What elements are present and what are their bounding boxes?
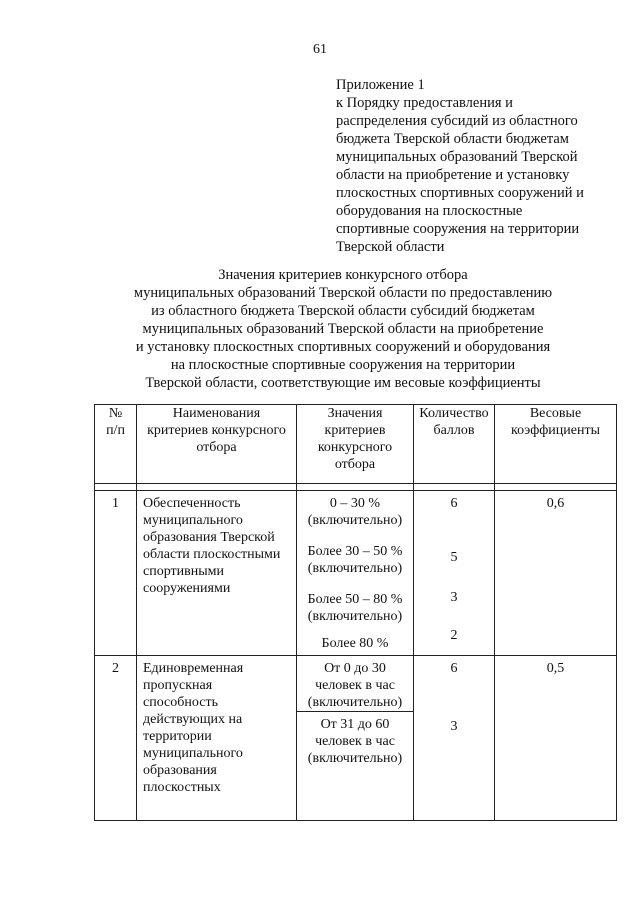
value-text: От 31 до 60: [320, 717, 390, 732]
header-text: критериев конкурсного: [147, 423, 286, 438]
header-text: №: [108, 406, 123, 421]
criterion-weight: 0,5: [495, 656, 617, 821]
points-value: 6: [450, 496, 458, 511]
criterion-name-line: действующих на: [143, 712, 243, 727]
title-line: и установку плоскостных спортивных сооружений и оборудования: [135, 339, 551, 355]
header-text: Количество: [419, 406, 489, 421]
document-title: [0, 266, 640, 392]
value-item: [297, 539, 413, 587]
value-item: [297, 656, 414, 712]
title-line: Тверской области, соответствующие им весовые коэффициенты: [145, 375, 541, 391]
value-text: Более 30 – 50 %: [307, 544, 403, 559]
table-row: [95, 656, 617, 712]
title-line: Значения критериев конкурсного отбора: [218, 267, 468, 283]
header-text: коэффициенты: [511, 423, 600, 438]
header-text: отбора: [196, 440, 237, 455]
criterion-name-line: Обеспеченность: [143, 496, 241, 511]
appendix-line: плоскостных спортивных сооружений и: [336, 185, 584, 201]
value-text: (включительно): [307, 609, 403, 624]
criterion-name-line: Единовременная: [143, 661, 244, 676]
header-values: [297, 405, 414, 484]
points-value: 2: [450, 628, 458, 643]
appendix-line: спортивные сооружения на территории: [336, 221, 580, 237]
header-text: Наименования: [172, 406, 261, 421]
header-text: Весовые: [529, 406, 582, 421]
table-row: [95, 491, 617, 656]
points-value: 3: [450, 719, 458, 734]
title-line: муниципальных образований Тверской области на приобретение: [142, 321, 544, 337]
appendix-line: распределения субсидий из областного: [336, 113, 578, 129]
appendix-line: области на приобретение и установку: [336, 167, 570, 183]
criterion-name: [137, 491, 297, 656]
spacer-row: [95, 484, 617, 491]
criterion-name-line: муниципального: [143, 513, 243, 528]
value-text: Более 50 – 80 %: [307, 592, 403, 607]
title-line: из областного бюджета Тверской области субсидий бюджетам: [151, 303, 535, 319]
title-line: на плоскостные спортивные сооружения на территории: [170, 357, 516, 373]
criterion-name-line: территории: [143, 729, 212, 744]
criteria-table: [94, 404, 617, 821]
criterion-name-line: области плоскостными: [143, 547, 281, 562]
header-num: [95, 405, 137, 484]
criterion-name-line: образования Тверской: [143, 530, 275, 545]
value-text: 0 – 30 %: [329, 496, 381, 511]
value-item: [297, 712, 414, 821]
row-number: 1: [95, 491, 137, 656]
criterion-points: [414, 491, 495, 656]
appendix-line: бюджета Тверской области бюджетам: [336, 131, 569, 147]
criterion-name-line: способность: [143, 695, 218, 710]
points-value: 5: [450, 550, 458, 565]
points-value: 3: [450, 590, 458, 605]
value-text: Более 80 %: [321, 636, 389, 651]
value-item: [297, 587, 413, 631]
appendix-reference: [336, 76, 616, 256]
criterion-weight: 0,6: [495, 491, 617, 656]
appendix-line: муниципальных образований Тверской: [336, 149, 578, 165]
row-number: 2: [95, 656, 137, 821]
header-text: баллов: [433, 423, 475, 438]
value-text: человек в час: [315, 734, 395, 749]
header-text: критериев: [324, 423, 386, 438]
criterion-name-line: сооружениями: [143, 581, 231, 596]
criterion-name-line: спортивными: [143, 564, 224, 579]
header-text: отбора: [334, 457, 376, 472]
page-number: 61: [313, 42, 327, 57]
table-header-row: [95, 405, 617, 484]
appendix-line: Приложение 1: [336, 77, 425, 93]
appendix-line: к Порядку предоставления и: [336, 95, 513, 111]
header-points: [414, 405, 495, 484]
points-value: 6: [450, 661, 458, 676]
criterion-name-line: пропускная: [143, 678, 213, 693]
appendix-line: Тверской области: [336, 239, 445, 255]
criterion-name: [137, 656, 297, 821]
criterion-name-line: образования: [143, 763, 217, 778]
criterion-name-line: плоскостных: [143, 780, 221, 795]
header-text: Значения: [327, 406, 383, 421]
criterion-values: [297, 491, 414, 656]
value-text: человек в час: [315, 678, 395, 693]
title-line: муниципальных образований Тверской области по предоставлению: [133, 285, 553, 301]
value-text: (включительно): [307, 561, 403, 576]
criterion-points: [414, 656, 495, 821]
value-item: [297, 491, 413, 539]
value-text: (включительно): [307, 751, 403, 766]
value-text: (включительно): [307, 513, 403, 528]
criterion-name-line: муниципального: [143, 746, 243, 761]
header-name: [137, 405, 297, 484]
appendix-line: оборудования на плоскостные: [336, 203, 523, 219]
value-item: [297, 631, 413, 655]
header-weights: [495, 405, 617, 484]
header-text: п/п: [106, 423, 125, 438]
value-text: От 0 до 30: [324, 661, 386, 676]
value-text: (включительно): [307, 695, 403, 710]
header-text: конкурсного: [317, 440, 393, 455]
